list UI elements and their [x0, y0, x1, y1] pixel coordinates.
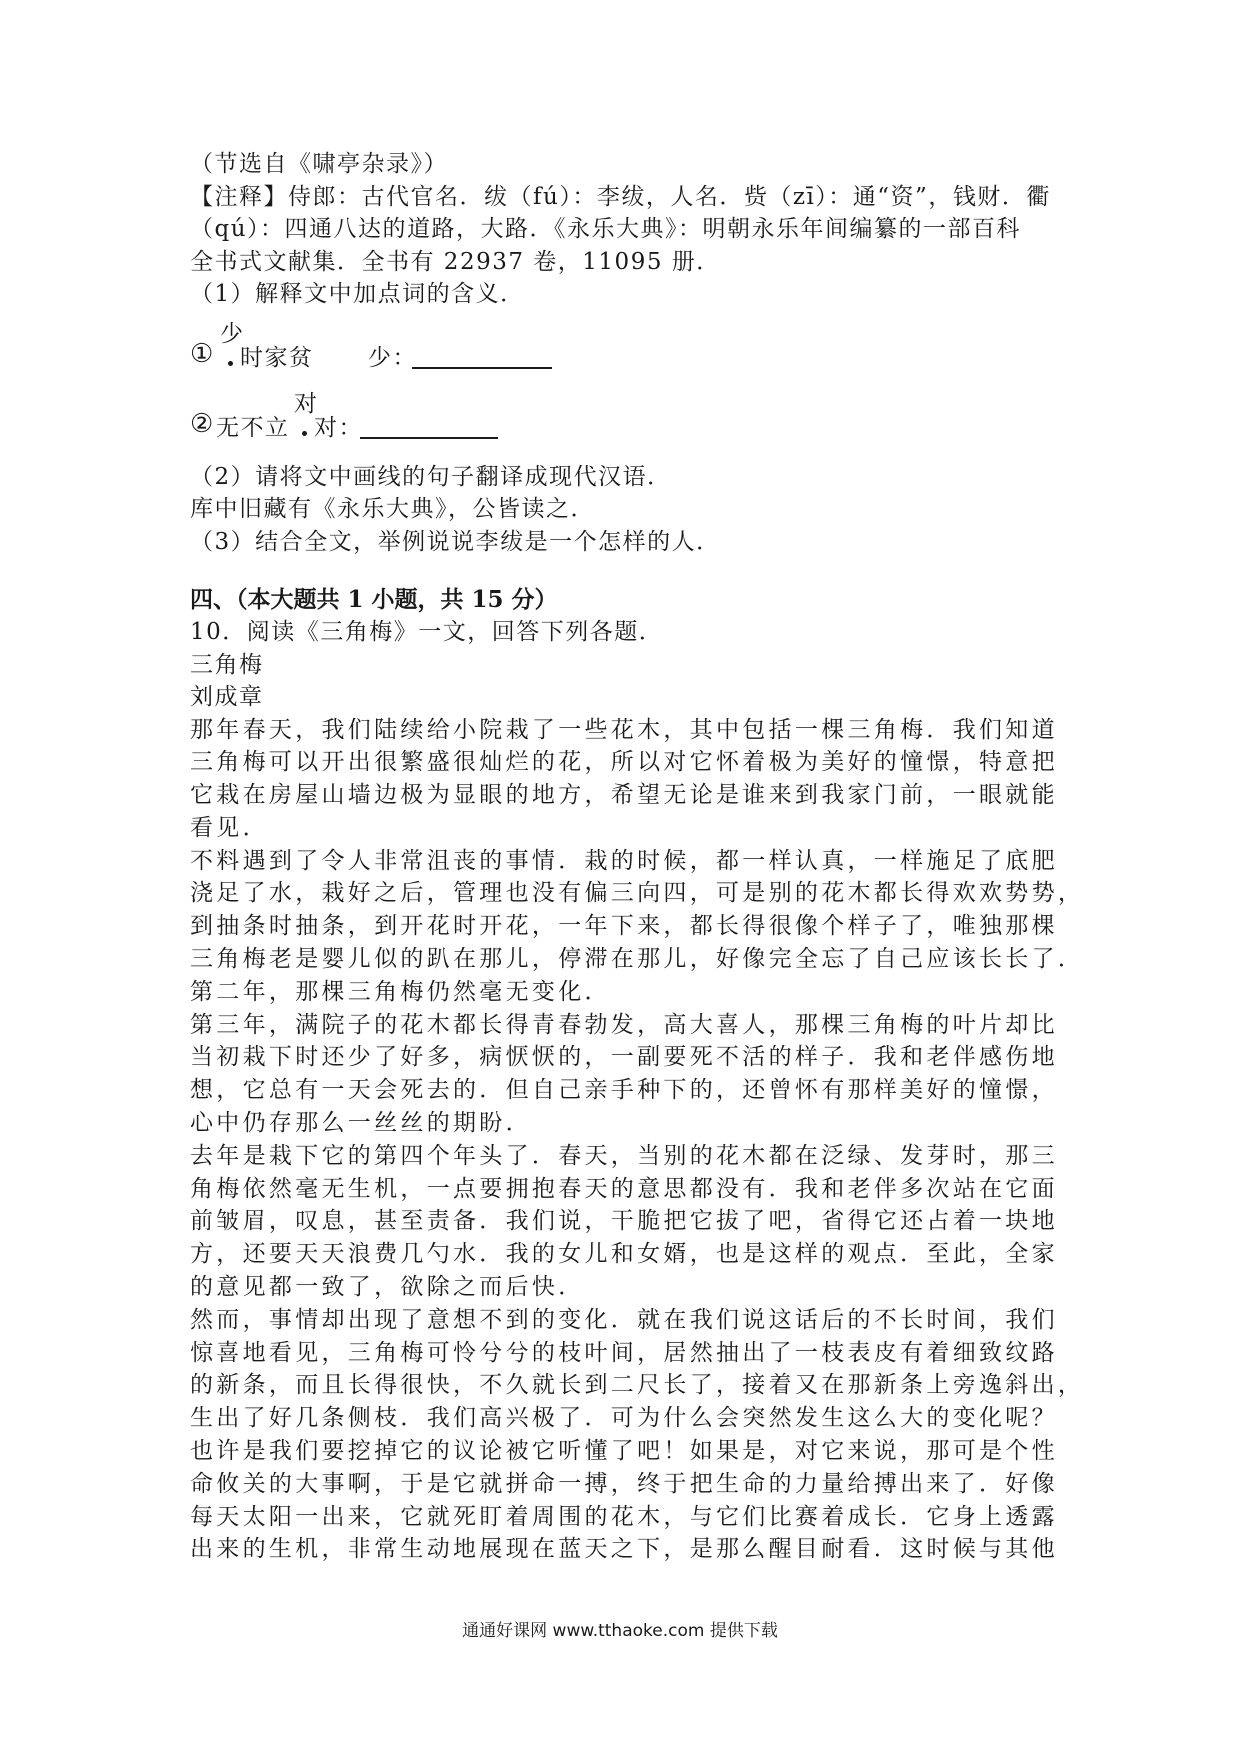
question-1-prompt: （1）解释文中加点词的含义．: [190, 281, 525, 307]
paragraph-line: 去年是栽下它的第四个年头了．春天，当别的花木都在泛绿、发芽时，那三: [190, 1142, 1058, 1169]
article-paragraph: [190, 976, 1060, 1009]
paragraph-line: 它栽在房屋山墙边极为显眼的地方，希望无论是谁来到我家门前，一眼就能: [190, 782, 1058, 809]
article-title: 三角梅: [190, 651, 264, 678]
article-author: 刘成章: [190, 684, 264, 710]
emphasis-dot: [228, 361, 233, 366]
content-column: [190, 148, 1085, 1566]
question-10-intro: 10．阅读《三角梅》一文，回答下列各题．: [190, 619, 664, 645]
paragraph-line: 生出了好几条侧枝．我们高兴极了．可为什么会突然发生这么大的变化呢？: [190, 1405, 1058, 1432]
answer-blank[interactable]: [360, 437, 498, 439]
passage-source: （节选自《啸亭杂录》）: [190, 151, 448, 177]
paragraph-line: 第二年，那棵三角梅仍然毫无变化．: [190, 978, 611, 1005]
circled-number: ①: [190, 338, 215, 369]
paragraph-line: 那年春天，我们陆续给小院栽了一些花木，其中包括一棵三角梅．我们知道: [190, 716, 1058, 743]
paragraph-line: 到抽条时抽条，到开花时开花，一年下来，都长得很像个样子了，唯独那棵: [190, 913, 1058, 940]
section-heading: 四、（本大题共 1 小题，共 15 分）: [190, 586, 558, 613]
question-2-prompt: （2）请将文中画线的句子翻译成现代汉语．: [190, 463, 672, 490]
paragraph-line: 惊喜地看见，三角梅可怜兮兮的枝叶间，居然抽出了一枝表皮有着细致纹路: [190, 1339, 1058, 1366]
question-2-sentence: 库中旧藏有《永乐大典》，公皆读之．: [190, 496, 595, 522]
notes-line: 全书式文献集．全书有 22937 卷，11095 册．: [190, 248, 721, 275]
question-text: 时家贫: [240, 344, 314, 371]
answer-blank[interactable]: [412, 367, 552, 369]
paragraph-line: 也许是我们要挖掉它的议论被它听懂了吧！如果是，对它来说，那可是个性: [190, 1438, 1058, 1465]
question-text: 无不立: [216, 414, 290, 441]
paragraph-line: 浇足了水，栽好之后，管理也没有偏三向四，可是别的花木都长得欢欢势势，: [190, 880, 1085, 907]
paragraph-line: 当初栽下时还少了好多，病恹恹的，一副要死不活的样子．我和老伴感伤地: [190, 1044, 1058, 1071]
page-footer[interactable]: 通通好课网 www.tthaoke.com 提供下载: [462, 1621, 778, 1641]
paragraph-line: 第三年，满院子的花木都长得青春勃发，高大喜人，那棵三角梅的叶片却比: [190, 1011, 1058, 1038]
paragraph-line: 角梅依然毫无生机，一点要拥抱春天的意思都没有．我和老伴多次站在它面: [190, 1175, 1058, 1202]
paragraph-line: 看见．: [190, 814, 269, 841]
paragraph-line: 然而，事情却出现了意想不到的变化．就在我们说这话后的不长时间，我们: [190, 1306, 1058, 1333]
paragraph-line: 三角梅可以开出很繁盛很灿烂的花，所以对它怀着极为美好的憧憬，特意把: [190, 749, 1058, 776]
paragraph-line: 每天太阳一出来，它就死盯着周围的花木，与它们比赛着成长．它身上透露: [190, 1503, 1058, 1530]
question-1-item-1: [190, 315, 1060, 377]
paragraph-line: 方，还要天天浪费几勺水．我的女儿和女婿，也是这样的观点．至此，全家: [190, 1241, 1058, 1268]
paragraph-line: 不料遇到了令人非常沮丧的事情．栽的时候，都一样认真，一样施足了底肥: [190, 847, 1058, 874]
paragraph-line: 的意见都一致了，欲除之而后快．: [190, 1274, 585, 1301]
paragraph-line: 前皱眉，叹息，甚至责备．我们说，干脆把它拔了吧，省得它还占着一块地: [190, 1208, 1058, 1235]
emphasis-dot: [302, 431, 307, 436]
dotted-word: 少: [220, 320, 245, 347]
article-paragraph: [190, 714, 1060, 845]
notes-line: 【注释】侍郎：古代官名．绂（fú）：李绂，人名．赀（zī）：通“资”，钱财．衢: [190, 183, 1051, 210]
paragraph-line: 的新条，而且长得很快，不久就长到二尺长了，接着又在那新条上旁逸斜出，: [190, 1372, 1085, 1399]
article-paragraph: [190, 845, 1085, 976]
notes-line: （qú）：四通八达的道路，大路．《永乐大典》：明朝永乐年间编纂的一部百科: [190, 216, 1022, 242]
paragraph-line: 三角梅老是婴儿似的趴在那儿，停滞在那儿，好像完全忘了自己应该长长了．: [190, 946, 1085, 973]
article-paragraph: [190, 1009, 1060, 1140]
question-3-prompt: （3）结合全文，举例说说李绂是一个怎样的人．: [190, 528, 721, 555]
answer-label: 少：: [368, 344, 417, 371]
article-paragraph: [190, 1304, 1085, 1566]
paragraph-line: 想，它总有一天会死去的．但自己亲手种下的，还曾怀有那样美好的憧憬，: [190, 1077, 1058, 1104]
question-1-item-2: [190, 385, 1060, 447]
circled-number: ②: [190, 408, 215, 439]
paragraph-line: 出来的生机，非常生动地展现在蓝天之下，是那么醒目耐看．这时候与其他: [190, 1536, 1058, 1563]
answer-label: 对：: [314, 414, 363, 441]
article-paragraph: [190, 1140, 1060, 1304]
paragraph-line: 命攸关的大事啊，于是它就拼命一搏，终于把生命的力量给搏出来了．好像: [190, 1470, 1058, 1497]
dotted-word: 对: [294, 390, 319, 417]
paragraph-line: 心中仍存那么一丝丝的期盼．: [190, 1110, 532, 1137]
